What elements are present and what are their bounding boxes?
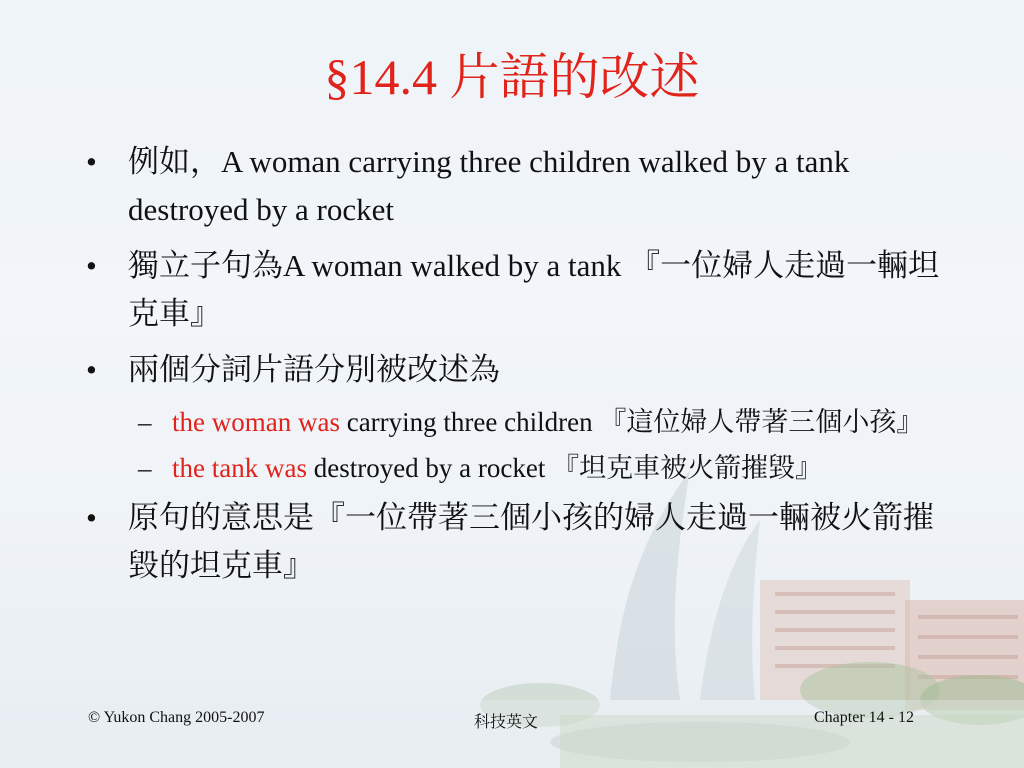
- slide-title: §14.4 片語的改述: [324, 49, 700, 105]
- bullet-independent-clause: [82, 242, 962, 338]
- slide-content: [82, 138, 962, 598]
- sub-bullet-marker: –: [138, 407, 152, 437]
- bullet-marker: •: [86, 500, 97, 535]
- bullet-meaning: [82, 494, 962, 590]
- sub-bullet-woman: [82, 402, 962, 442]
- bullet-text: 原句的意思是『一位帶著三個小孩的婦人走過一輛被火箭摧毀的坦克車』: [128, 500, 934, 583]
- sub-bullet-tank: [82, 448, 962, 488]
- bullet-example: [82, 138, 962, 234]
- highlighted-phrase: the tank was: [172, 453, 307, 483]
- footer-course-title: 科技英文: [474, 714, 539, 731]
- footer-copyright: © Yukon Chang 2005-2007: [88, 709, 265, 726]
- sub-bullet-text: destroyed by a rocket 『坦克車被火箭摧毀』: [306, 453, 823, 483]
- bullet-marker: •: [86, 144, 97, 179]
- sub-bullet-text: carrying three children 『這位婦人帶著三個小孩』: [339, 407, 924, 437]
- bullet-marker: •: [86, 352, 97, 387]
- bullet-marker: •: [86, 248, 97, 283]
- bullet-text: 例如，A woman carrying three children walked by a tank destroyed by a rocket: [128, 144, 850, 227]
- bullet-text: 獨立子句為A woman walked by a tank 『一位婦人走過一輛坦克車』: [128, 248, 940, 331]
- highlighted-phrase: the woman was: [172, 407, 340, 437]
- bullet-participle-phrases: [82, 346, 962, 394]
- bullet-text: 兩個分詞片語分別被改述為: [128, 352, 500, 387]
- sub-bullet-marker: –: [138, 453, 152, 483]
- footer-page-number: Chapter 14 - 12: [814, 709, 914, 726]
